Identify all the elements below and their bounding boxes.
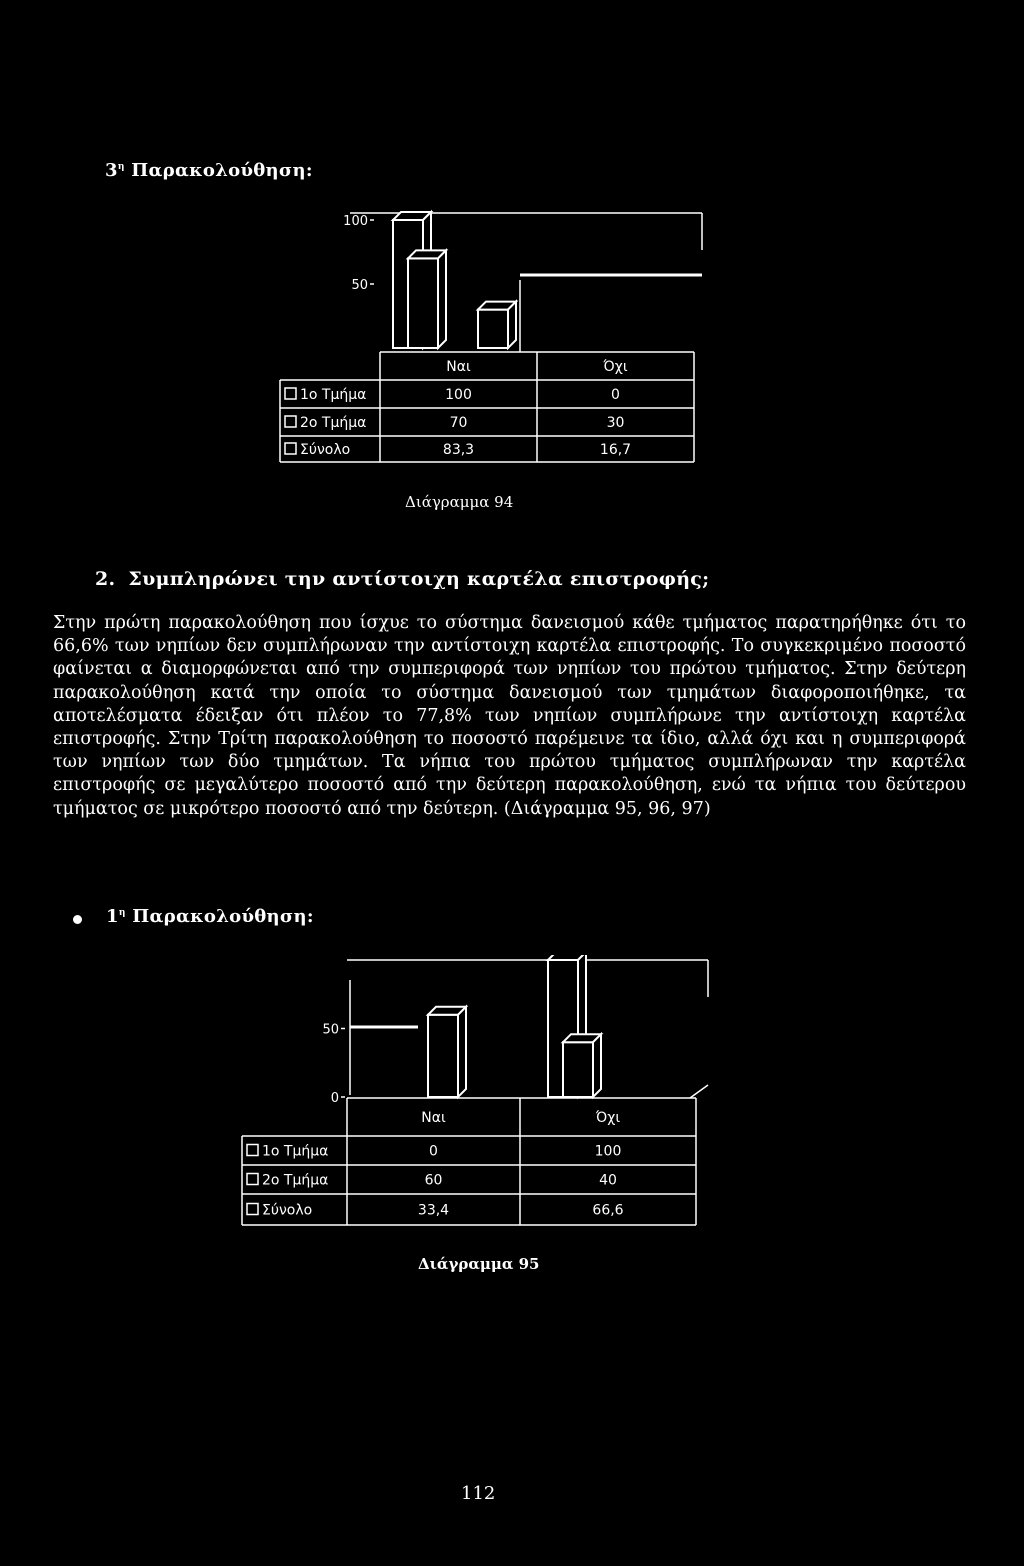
bar-front <box>478 310 508 348</box>
table-value: 40 <box>599 1172 617 1189</box>
table-row-label: Σύνολο <box>300 442 351 458</box>
heading-number: 3 <box>105 160 118 181</box>
bar <box>428 1007 466 1097</box>
chart-95 <box>230 955 720 1235</box>
table-value: 30 <box>606 415 625 431</box>
heading-ordinal: η <box>117 162 125 172</box>
bar-front <box>563 1042 593 1097</box>
bar <box>478 302 516 348</box>
section-heading-3 <box>105 160 313 181</box>
table-row-label: Σύνολο <box>262 1202 313 1219</box>
heading-ordinal: η <box>118 908 126 918</box>
legend-swatch-icon <box>285 416 296 427</box>
table-header-no: Όχι <box>595 1110 621 1126</box>
question-heading <box>95 568 710 590</box>
y-tick-label: 0 <box>330 1091 339 1106</box>
bar-front <box>408 258 438 348</box>
bar-side <box>593 1034 601 1097</box>
table-row-label: 1ο Τμήμα <box>262 1143 329 1160</box>
legend-swatch-icon <box>247 1145 258 1156</box>
table-value: 33,4 <box>417 1202 450 1219</box>
table-value: 83,3 <box>442 442 475 458</box>
table-value: 70 <box>449 415 468 431</box>
page-number: 112 <box>461 1483 496 1504</box>
table-value: 16,7 <box>599 442 632 458</box>
table-value: 100 <box>594 1143 622 1160</box>
chart-box-frame <box>347 960 708 1098</box>
body-paragraph <box>53 612 966 821</box>
table-value: 60 <box>424 1172 443 1189</box>
body-paragraph-text: Στην πρώτη παρακολούθηση που ίσχυε το σύστημα δανεισμού κάθε τμήματος παρατηρήθηκε ότι το 66,6% των νηπίων δεν συμπλήρωναν την αντίστοιχη καρτέλα επιστροφής. Το συγκεκριμένο ποσοστό φαίνεται α διαμορφώνεται από την συμπεριφορά των νηπίων του πρώτου τμήματος. Στην δεύτερη παρακολούθηση κατά την οποία το σύστημα δανεισμού των τμημάτων διαφοροποιήθηκε, τα αποτελέσματα έδειξαν ότι πλέον το 77,8% των νηπίων συμπλήρωνε την αντίστοιχη καρτέλα επιστροφής. Στην Τρίτη παρακολούθηση το ποσοστό παρέμεινε τα ίδιο, αλλά όχι και η συμπεριφορά των νηπίων των δύο τμημάτων. Τα νήπια του πρώτου τμήματος συμπλήρωναν την καρτέλα επιστροφής σε μεγαλύτερο ποσοστό από την δεύτερη παρακολούθηση, ενώ τα νήπια του δεύτερου τμήματος σε μικρότερο ποσοστό από την δεύτερη. (Διάγραμμα 95, 96, 97) <box>53 613 966 819</box>
bar-front <box>428 1015 458 1097</box>
bar-side <box>438 250 446 348</box>
chart-caption-95: Διάγραμμα 95 <box>418 1255 540 1273</box>
question-text: Συμπληρώνει την αντίστοιχη καρτέλα επιστροφής; <box>128 568 710 590</box>
table-header-yes: Ναι <box>446 359 471 375</box>
table-value: 100 <box>445 387 472 403</box>
legend-swatch-icon <box>247 1204 258 1215</box>
section-heading-1 <box>106 906 314 927</box>
chart-caption-94: Διάγραμμα 94 <box>405 493 514 511</box>
y-tick-label: 50 <box>351 278 368 293</box>
bar <box>563 1034 601 1097</box>
question-number: 2. <box>95 568 116 590</box>
bar <box>408 250 446 348</box>
table-header-yes: Ναι <box>421 1110 446 1126</box>
heading-number: 1 <box>106 906 119 927</box>
legend-swatch-icon <box>285 443 296 454</box>
bar-side <box>458 1007 466 1097</box>
legend-swatch-icon <box>247 1174 258 1185</box>
heading-label: Παρακολούθηση: <box>132 906 314 927</box>
y-tick-label: 50 <box>322 1022 339 1038</box>
table-row-label: 2ο Τμήμα <box>262 1172 329 1189</box>
table-row-label: 2ο Τμήμα <box>300 415 367 431</box>
heading-label: Παρακολούθηση: <box>131 160 313 181</box>
bullet-icon <box>73 915 82 924</box>
bar-side <box>508 302 516 348</box>
legend-swatch-icon <box>285 388 296 399</box>
y-tick-label: 100 <box>343 214 368 229</box>
table-value: 0 <box>429 1143 438 1160</box>
table-header-no: Όχι <box>603 359 628 375</box>
chart-94 <box>270 200 720 490</box>
table-value: 0 <box>611 387 620 403</box>
table-row-label: 1ο Τμήμα <box>300 387 367 403</box>
table-value: 66,6 <box>592 1202 624 1219</box>
